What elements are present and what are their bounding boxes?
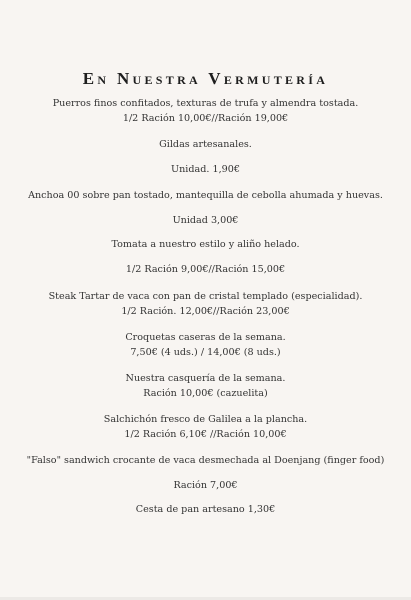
item-gildas-name: Gildas artesanales. [159, 139, 252, 150]
item-casqueria-name: Nuestra casquería de la semana. [125, 373, 286, 384]
item-tartar-name: Steak Tartar de vaca con pan de cristal templado (especialidad). [48, 291, 363, 302]
item-gildas-price: Unidad. 1,90€ [171, 164, 240, 175]
item-casqueria-price: Ración 10,00€ (cazuelita) [143, 388, 268, 399]
item-salchichon-price: 1/2 Ración 6,10€ //Ración 10,00€ [124, 429, 287, 440]
item-puerros-price: 1/2 Ración 10,00€//Ración 19,00€ [122, 113, 289, 124]
item-croquetas-name: Croquetas caseras de la semana. [125, 332, 286, 343]
item-sandwich-name: "Falso" sandwich crocante de vaca desmechada al Doenjang (finger food) [26, 455, 385, 466]
item-tomata-price: 1/2 Ración 9,00€//Ración 15,00€ [125, 264, 286, 275]
menu-title: En Nuestra Vermutería [82, 69, 329, 88]
item-salchichon-name: Salchichón fresco de Galilea a la plancha. [103, 414, 308, 425]
item-tomata-name: Tomata a nuestro estilo y aliño helado. [111, 239, 300, 250]
item-puerros-name: Puerros finos confitados, texturas de trufa y almendra tostada. [52, 98, 359, 109]
item-tartar-price: 1/2 Ración. 12,00€//Ración 23,00€ [121, 306, 290, 317]
item-anchoa-price: Unidad 3,00€ [172, 215, 239, 226]
item-anchoa-name: Anchoa 00 sobre pan tostado, mantequilla de cebolla ahumada y huevas. [28, 190, 383, 201]
item-croquetas-price: 7,50€ (4 uds.) / 14,00€ (8 uds.) [130, 347, 281, 358]
item-sandwich-price: Ración 7,00€ [173, 480, 238, 491]
item-pan-name-price: Cesta de pan artesano 1,30€ [135, 504, 276, 515]
